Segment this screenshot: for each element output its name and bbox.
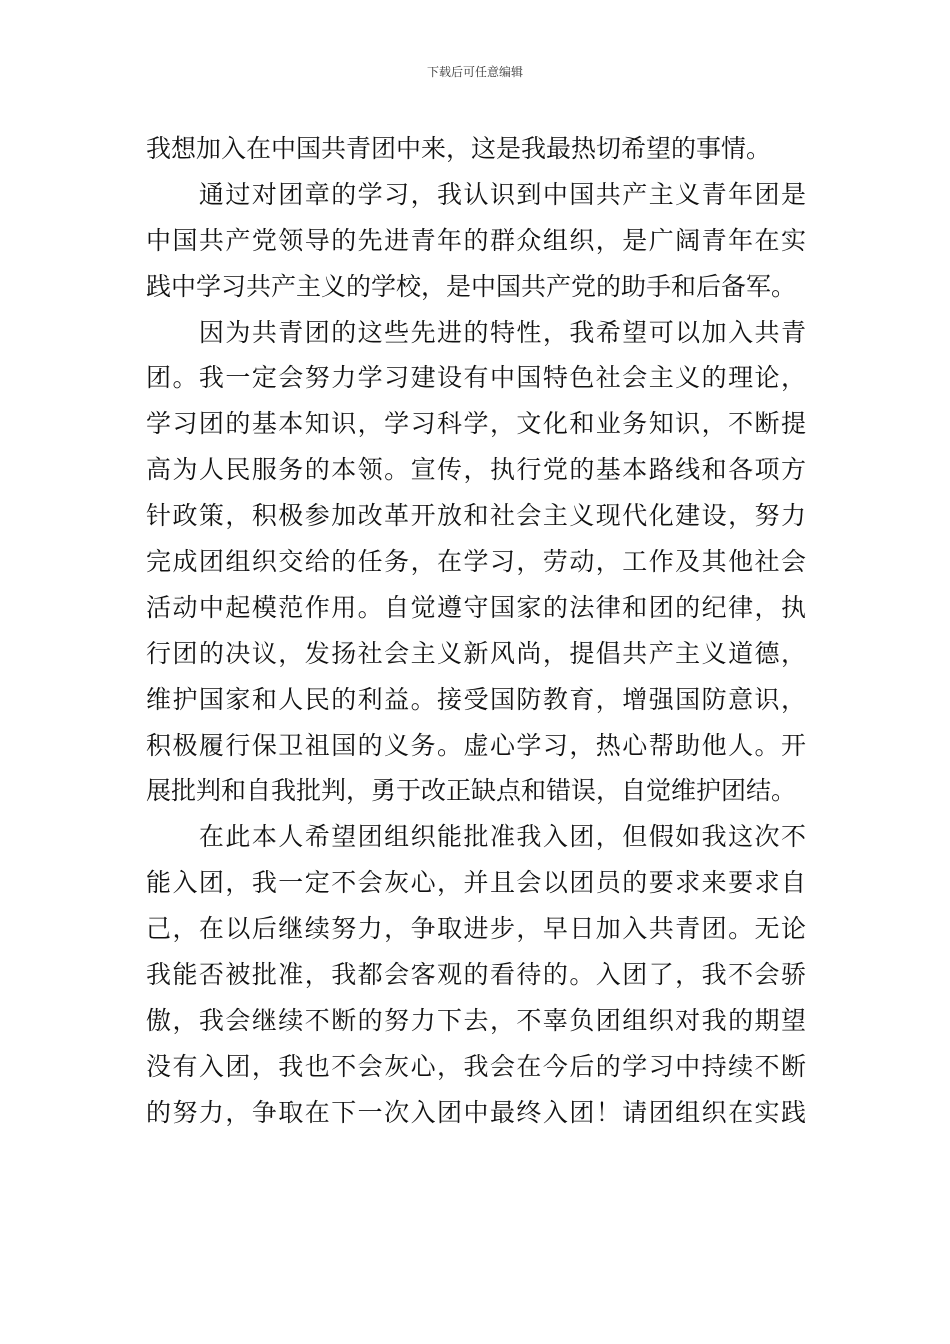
page-header-note: 下载后可任意编辑	[426, 65, 523, 79]
document-body	[146, 126, 806, 1136]
text-line: 行团的决议，发扬社会主义新风尚，提倡共产主义道德，	[146, 638, 806, 668]
text-line: 展批判和自我批判，勇于改正缺点和错误，自觉维护团结。	[146, 776, 797, 806]
text-line: 因为共青团的这些先进的特性，我希望可以加入共青	[146, 317, 806, 347]
text-line: 在此本人希望团组织能批准我入团，但假如我这次不	[146, 822, 806, 852]
text-line: 的努力，争取在下一次入团中最终入团！请团组织在实践	[146, 1097, 806, 1127]
text-line: 我能否被批准，我都会客观的看待的。入团了，我不会骄	[146, 960, 806, 990]
text-line: 团。我一定会努力学习建设有中国特色社会主义的理论，	[146, 363, 806, 393]
text-line: 能入团，我一定不会灰心，并且会以团员的要求来要求自	[146, 868, 806, 898]
text-line: 针政策，积极参加改革开放和社会主义现代化建设，努力	[146, 501, 806, 531]
text-line: 高为人民服务的本领。宣传，执行党的基本路线和各项方	[146, 455, 806, 485]
text-line: 傲，我会继续不断的努力下去，不辜负团组织对我的期望	[146, 1005, 806, 1035]
text-line: 没有入团，我也不会灰心，我会在今后的学习中持续不断	[146, 1051, 806, 1081]
text-line: 积极履行保卫祖国的义务。虚心学习，热心帮助他人。开	[146, 730, 806, 760]
text-line: 通过对团章的学习，我认识到中国共产主义青年团是	[146, 179, 806, 209]
text-line: 维护国家和人民的利益。接受国防教育，增强国防意识，	[146, 684, 806, 714]
text-line: 我想加入在中国共青团中来，这是我最热切希望的事情。	[146, 134, 772, 163]
text-line: 活动中起模范作用。自觉遵守国家的法律和团的纪律，执	[146, 592, 806, 622]
text-line: 中国共产党领导的先进青年的群众组织，是广阔青年在实	[146, 225, 806, 255]
text-line: 学习团的基本知识，学习科学，文化和业务知识，不断提	[146, 409, 806, 439]
text-line: 完成团组织交给的任务，在学习，劳动，工作及其他社会	[146, 547, 806, 577]
text-line: 己，在以后继续努力，争取进步，早日加入共青团。无论	[146, 914, 806, 944]
text-line: 践中学习共产主义的学校，是中国共产党的助手和后备军。	[146, 271, 797, 301]
